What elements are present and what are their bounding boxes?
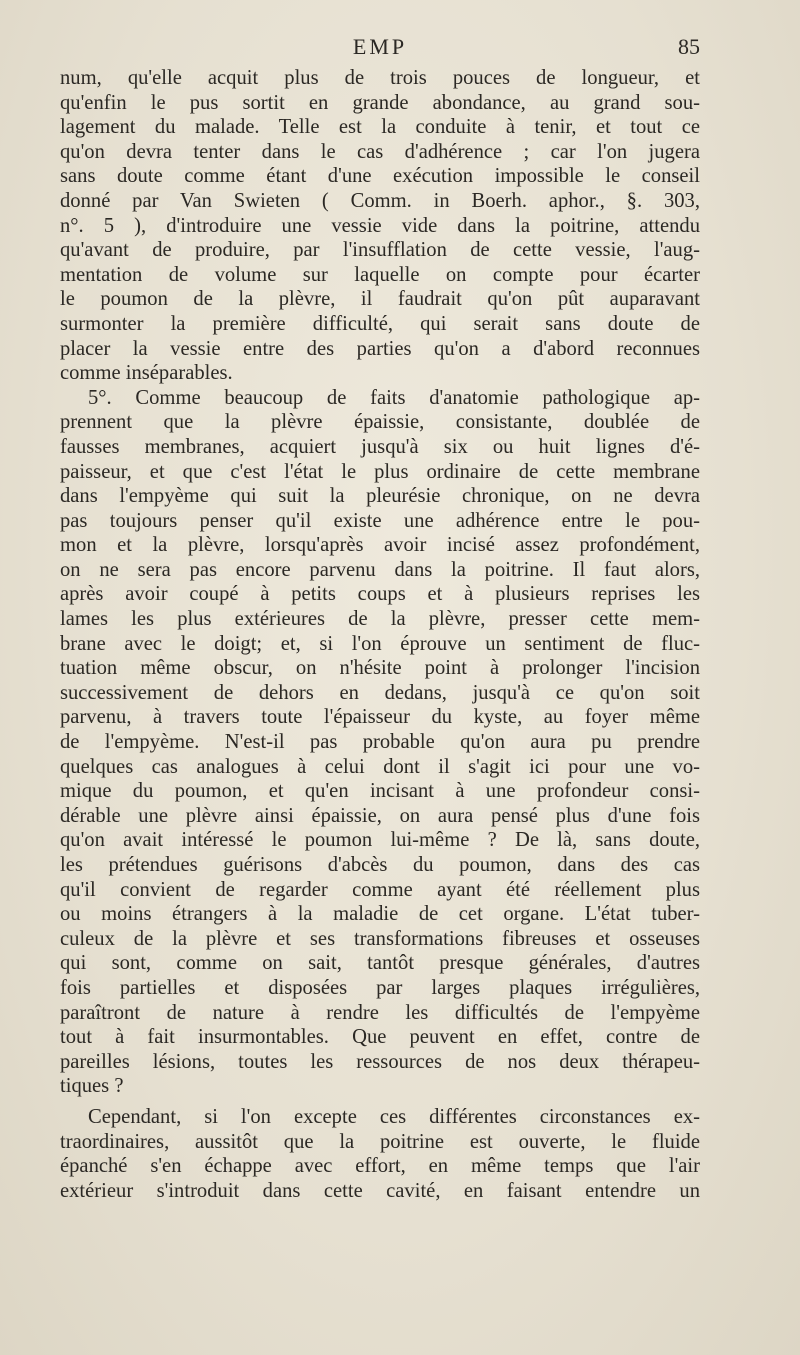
text-line: num, qu'elle acquit plus de trois pouces de longueur, et [60, 67, 700, 89]
text-line: dérable une plèvre ainsi épaissie, on aura pensé plus d'une fois [60, 804, 700, 827]
text-line: prennent que la plèvre épaissie, consistante, doublée de [60, 411, 700, 434]
text-line: épanché s'en échappe avec effort, en même temps que l'air [60, 1155, 700, 1178]
page-number: 85 [678, 34, 700, 59]
text-line: après avoir coupé à petits coups et à plusieurs reprises les [60, 583, 700, 606]
text-line: tiques ? [60, 1075, 124, 1098]
text-line: 5°. Comme beaucoup de faits d'anatomie pathologique ap- [88, 386, 700, 409]
text-line: qu'on avait intéressé le poumon lui-même ? De là, sans doute, [60, 829, 700, 852]
text-line: on ne sera pas encore parvenu dans la poitrine. Il faut alors, [60, 558, 700, 581]
text-line: qui sont, comme on sait, tantôt presque générales, d'autres [60, 952, 700, 975]
paragraph-2 [60, 386, 700, 1099]
text-line: pas toujours penser qu'il existe une adhérence entre le pou- [60, 509, 700, 532]
paragraph-3 [60, 1105, 700, 1203]
text-line: ou moins étrangers à la maladie de cet organe. L'état tuber- [60, 903, 700, 926]
text-line: mique du poumon, et qu'en incisant à une profondeur consi- [60, 780, 700, 803]
text-line: qu'avant de produire, par l'insufflation de cette vessie, l'aug- [60, 239, 700, 262]
page-header [60, 34, 700, 62]
text-line: mon et la plèvre, lorsqu'après avoir incisé assez profondément, [60, 534, 700, 557]
text-line: placer la vessie entre des parties qu'on a d'abord reconnues [60, 337, 700, 360]
text-line: brane avec le doigt; et, si l'on éprouve un sentiment de fluc- [60, 632, 700, 655]
text-line: paraîtront de nature à rendre les difficultés de l'empyème [60, 1001, 700, 1024]
text-line: qu'on devra tenter dans le cas d'adhérence ; car l'on jugera [60, 140, 700, 163]
text-line: n°. 5 ), d'introduire une vessie vide dans la poitrine, attendu [60, 214, 700, 237]
body-text [60, 66, 700, 1203]
text-line: extérieur s'introduit dans cette cavité, en faisant entendre un [60, 1179, 700, 1202]
text-line: surmonter la première difficulté, qui serait sans doute de [60, 312, 700, 335]
text-line: qu'il convient de regarder comme ayant été réellement plus [60, 878, 700, 901]
running-head: EMP [352, 34, 408, 59]
text-line: dans l'empyème qui suit la pleurésie chronique, on ne devra [60, 485, 700, 508]
text-line: Cependant, si l'on excepte ces différentes circonstances ex- [88, 1105, 700, 1128]
text-line: donné par Van Swieten ( Comm. in Boerh. aphor., §. 303, [60, 189, 700, 212]
text-line: tout à fait insurmontables. Que peuvent en effet, contre de [60, 1026, 700, 1049]
text-line: fois partielles et disposées par larges plaques irrégulières, [60, 976, 700, 999]
text-line: parvenu, à travers toute l'épaisseur du kyste, au foyer même [60, 706, 700, 729]
text-line: de l'empyème. N'est-il pas probable qu'on aura pu prendre [60, 731, 700, 754]
text-line: traordinaires, aussitôt que la poitrine est ouverte, le fluide [60, 1130, 700, 1153]
text-line: tuation même obscur, on n'hésite point à prolonger l'incision [60, 657, 700, 680]
text-line: sans doute comme étant d'une exécution impossible le conseil [60, 165, 700, 188]
text-line: lagement du malade. Telle est la conduite à tenir, et tout ce [60, 116, 700, 139]
text-line: successivement de dehors en dedans, jusqu'à ce qu'on soit [60, 681, 700, 704]
text-line: les prétendues guérisons d'abcès du poumon, dans des cas [60, 854, 700, 876]
text-line: le poumon de la plèvre, il faudrait qu'on pût auparavant [60, 288, 700, 311]
text-line: quelques cas analogues à celui dont il s'agit ici pour une vo- [60, 755, 700, 778]
text-line: comme inséparables. [60, 362, 233, 385]
text-line: paisseur, et que c'est l'état le plus ordinaire de cette membrane [60, 460, 700, 483]
text-line: mentation de volume sur laquelle on compte pour écarter [60, 263, 700, 286]
text-line: lames les plus extérieures de la plèvre, presser cette mem- [60, 608, 700, 631]
text-line: fausses membranes, acquiert jusqu'à six ou huit lignes d'é- [60, 435, 700, 458]
text-line: culeux de la plèvre et ses transformations fibreuses et osseuses [60, 927, 700, 950]
paragraph-1 [60, 66, 700, 386]
text-line: pareilles lésions, toutes les ressources de nos deux thérapeu- [60, 1050, 700, 1073]
text-line: qu'enfin le pus sortit en grande abondance, au grand sou- [60, 91, 700, 114]
